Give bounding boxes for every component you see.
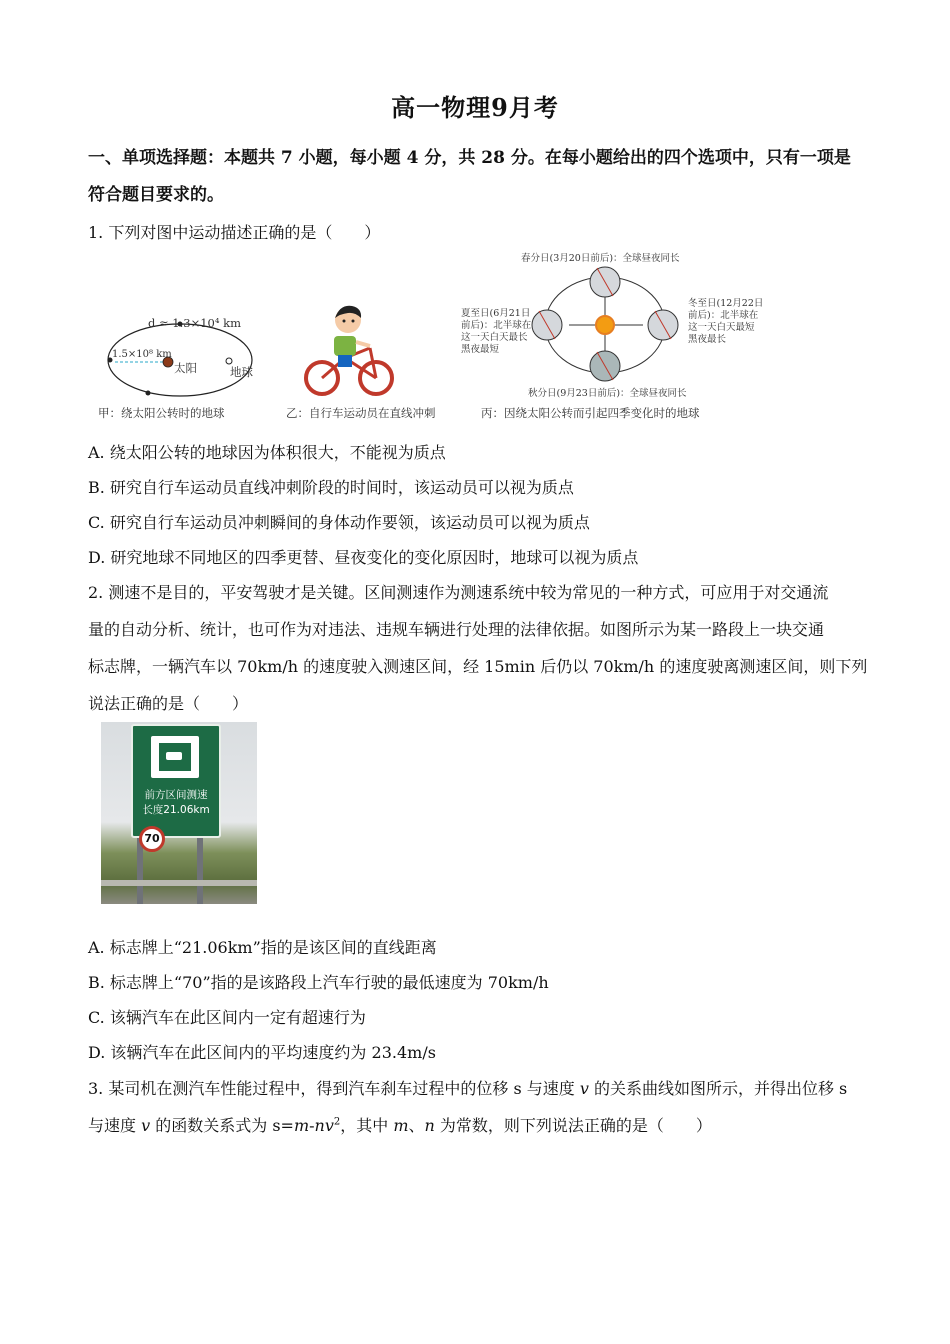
winter-line: 这一天白天最短 <box>688 322 755 333</box>
q2-stem-line: 2. 测速不是目的，平安驾驶才是关键。区间测速作为测速系统中较为常见的一种方式，可应用于对交通流 <box>88 583 829 602</box>
winter-solstice-label <box>688 298 763 346</box>
summer-solstice-label <box>461 308 531 356</box>
q1-option-b: B. 研究自行车运动员直线冲刺阶段的时间时，该运动员可以视为质点 <box>88 478 574 497</box>
sign-text-line: 前方区间测速 <box>144 789 208 801</box>
road-sign-photo <box>101 722 257 904</box>
figure-cyclist <box>300 300 395 398</box>
q2-stem-line: 说法正确的是（ ） <box>88 694 249 713</box>
q2-stem-line: 标志牌，一辆汽车以 70km/h 的速度驶入测速区间，经 15min 后仍以 70km/h 的速度驶离测速区间，则下列 <box>88 657 868 676</box>
summer-line: 夏至日(6月21日 <box>461 308 531 319</box>
fig-b-caption: 乙：自行车运动员在直线冲刺 <box>286 406 436 420</box>
q1-option-a: A. 绕太阳公转的地球因为体积很大，不能视为质点 <box>88 443 446 462</box>
cyclist-illustration <box>300 300 395 398</box>
page-title: 高一物理9月考 <box>391 93 559 122</box>
q2-option-a: A. 标志牌上“21.06km”指的是该区间的直线距离 <box>88 938 437 957</box>
speed-limit-sign: 70 <box>139 826 165 852</box>
q3-stem-line2: 与速度 v 的函数关系式为 $s=m-nv^2$，其中 m、n 为常数，则下列说法正确的是（ ） <box>88 1116 712 1135</box>
q2-stem-line: 量的自动分析、统计，也可作为对违法、违规车辆进行处理的法律依据。如图所示为某一路段上一块交通 <box>88 620 825 639</box>
q3-stem-line1: 3. 某司机在测汽车性能过程中，得到汽车刹车过程中的位移 s 与速度 v 的关系曲线如图所示，并得出位移 s <box>88 1079 848 1098</box>
q2-option-c: C. 该辆汽车在此区间内一定有超速行为 <box>88 1008 366 1027</box>
autumn-equinox-label: 秋分日(9月23日前后)：全球昼夜同长 <box>528 388 687 399</box>
q2-option-d: D. 该辆汽车在此区间内的平均速度约为 23.4m/s <box>88 1043 436 1062</box>
q1-option-d: D. 研究地球不同地区的四季更替、昼夜变化的变化原因时，地球可以视为质点 <box>88 548 639 567</box>
orbit-d-label: d ≈ 1.3×10⁴ km <box>148 316 242 330</box>
fig-a-caption: 甲：绕太阳公转时的地球 <box>98 406 225 420</box>
earth-label: 地球 <box>230 365 253 379</box>
spring-equinox-label: 春分日(3月20日前后)：全球昼夜同长 <box>521 253 680 264</box>
orbit-radius-label: 1.5×10⁸ km <box>112 349 172 360</box>
speed-sign-board <box>131 724 221 838</box>
sun-label: 太阳 <box>174 361 197 375</box>
fig-c-caption: 丙：因绕太阳公转而引起四季变化时的地球 <box>481 406 700 420</box>
guardrail <box>101 880 257 886</box>
sign-post <box>197 832 203 904</box>
summer-line: 前后)：北半球在 <box>461 320 532 331</box>
q2-option-b: B. 标志牌上“70”指的是该路段上汽车行驶的最低速度为 70km/h <box>88 973 549 992</box>
sign-text <box>133 788 219 818</box>
winter-line: 前后)：北半球在 <box>688 310 759 321</box>
seasons-diagram <box>525 262 685 384</box>
summer-line: 黑夜最短 <box>461 344 500 355</box>
figure-seasons <box>525 262 685 384</box>
camera-icon <box>151 736 199 778</box>
winter-line: 冬至日(12月22日 <box>688 298 764 309</box>
section-heading: 一、单项选择题：本题共 7 小题，每小题 4 分，共 28 分。在每小题给出的四个选项中，只有一项是符合题目要求的。 <box>88 148 851 205</box>
sign-text-line: 长度21.06km <box>142 804 210 816</box>
q1-option-c: C. 研究自行车运动员冲刺瞬间的身体动作要领，该运动员可以视为质点 <box>88 513 590 532</box>
q1-stem: 1. 下列对图中运动描述正确的是（ ） <box>88 223 381 242</box>
summer-line: 这一天白天最长 <box>461 332 528 343</box>
winter-line: 黑夜最长 <box>688 334 727 345</box>
